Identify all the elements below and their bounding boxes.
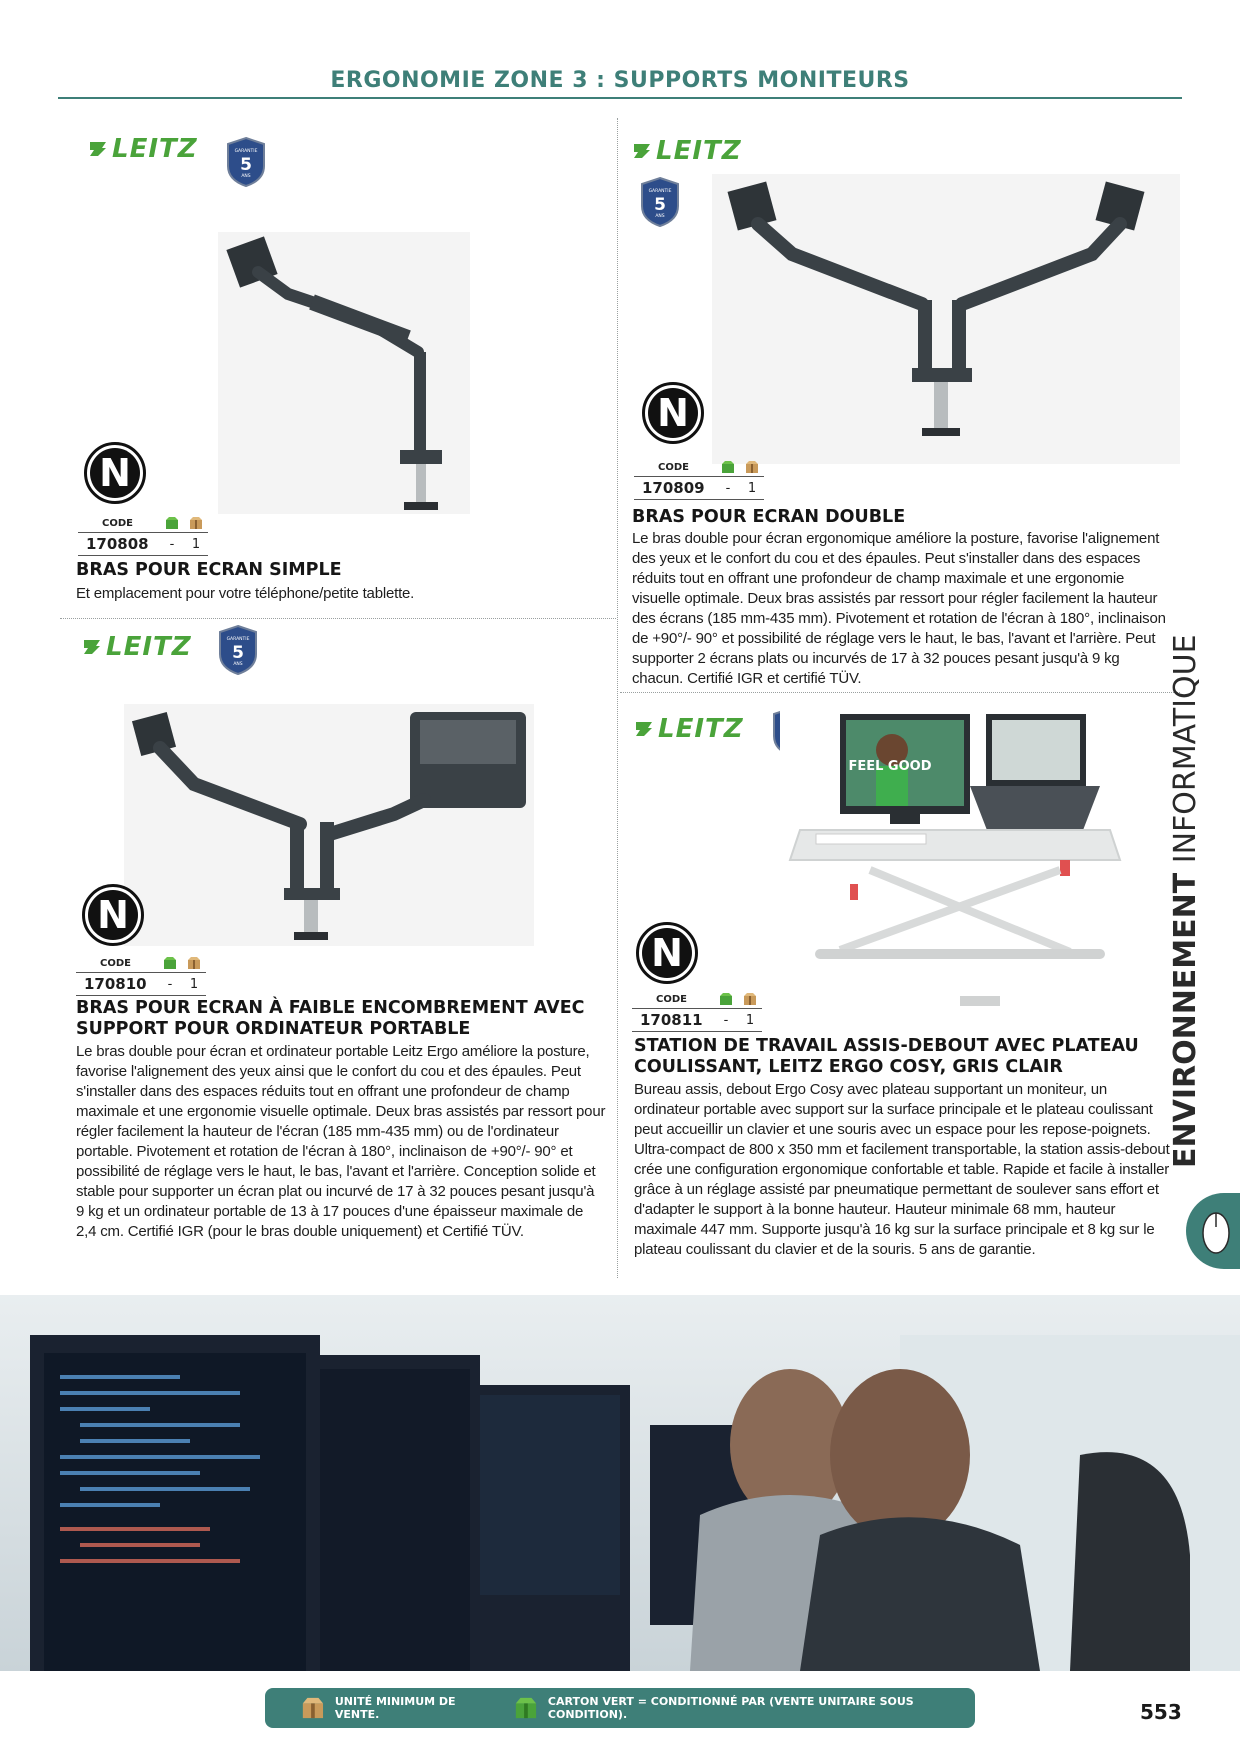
code-label: CODE	[656, 993, 687, 1005]
brand-name: LEITZ	[656, 136, 742, 166]
n-badge	[84, 442, 146, 504]
product-code: 170808	[86, 535, 149, 553]
leitz-logo-icon	[632, 142, 652, 160]
guarantee-5-years-badge	[216, 624, 260, 676]
green-carton-icon	[165, 516, 179, 530]
monitor-laptop-arm-image	[124, 704, 534, 946]
guarantee-5-years-badge	[224, 136, 268, 188]
office-developers-photo	[0, 1295, 1240, 1671]
code-block	[78, 514, 208, 556]
code-label: CODE	[102, 517, 133, 529]
page-number: 553	[1140, 1700, 1182, 1724]
page-title: ERGONOMIE ZONE 3 : SUPPORTS MONITEURS	[330, 68, 910, 93]
legend-bar	[265, 1688, 975, 1728]
product-code: 170809	[642, 479, 705, 497]
guarantee-5-years-badge	[638, 176, 682, 228]
leitz-logo-icon	[634, 720, 654, 738]
brand-name: LEITZ	[106, 632, 192, 662]
product-title: STATION DE TRAVAIL ASSIS-DEBOUT AVEC PLATEAU COULISSANT, LEITZ ERGO COSY, GRIS CLAIR	[634, 1036, 1139, 1077]
n-badge	[636, 922, 698, 984]
guarantee-years: 5	[240, 155, 252, 175]
green-carton-value: -	[725, 480, 731, 496]
unit-box-icon	[301, 1695, 325, 1721]
unit-quantity: 1	[189, 976, 199, 992]
guarantee-top: GARANTIE	[234, 149, 258, 154]
leitz-logo	[82, 632, 192, 662]
leitz-logo	[634, 714, 744, 744]
product-title: BRAS POUR ECRAN SIMPLE	[76, 560, 342, 580]
guarantee-unit: ANS	[233, 662, 243, 667]
guarantee-years: 5	[654, 195, 666, 215]
leitz-logo	[88, 134, 198, 164]
unit-quantity: 1	[747, 480, 757, 496]
unit-box-icon	[743, 992, 757, 1006]
code-label: CODE	[658, 461, 689, 473]
n-badge-letter: N	[648, 388, 698, 438]
code-block	[634, 458, 764, 500]
header-rule	[58, 97, 1182, 99]
unit-quantity: 1	[745, 1012, 755, 1028]
brand-name: LEITZ	[112, 134, 198, 164]
green-carton-icon	[163, 956, 177, 970]
product-description: Le bras double pour écran ergonomique améliore la posture, favorise l'alignement des yeux et le confort du cou et des épaules. Peut s'installer dans des espaces réduits tout en offrant une profondeur de champ maximale et une ergonomie visuelle optimale. Deux bras assistés par ressort pour régler facilement la hauteur des écrans (185 mm-435 mm). Pivotement et rotation de l'écran à 180°, inclinaison de +90°/- 90° et possibilité de réglage vers le haut, le bas, l'avant et l'arrière. Peut supporter 2 écrans plats ou incurvés de 17 à 32 pouces pesant jusqu'à 9 kg chacun. Certifié IGR et certifié TÜV.	[632, 530, 1166, 687]
code-block	[632, 990, 762, 1032]
section-side-label	[1168, 634, 1208, 1168]
leitz-logo-icon	[88, 140, 108, 158]
green-carton-value: -	[169, 536, 175, 552]
guarantee-top: GARANTIE	[648, 189, 672, 194]
green-carton-value: -	[723, 1012, 729, 1028]
unit-quantity: 1	[191, 536, 201, 552]
n-badge-letter: N	[642, 928, 692, 978]
guarantee-top: GARANTIE	[226, 637, 250, 642]
unit-box-icon	[745, 460, 759, 474]
section-tab	[1186, 1193, 1240, 1269]
guarantee-unit: ANS	[655, 214, 665, 219]
n-badge-letter: N	[88, 890, 138, 940]
code-label: CODE	[100, 957, 131, 969]
product-title: BRAS POUR ECRAN À FAIBLE ENCOMBREMENT AVEC SUPPORT POUR ORDINATEUR PORTABLE	[76, 998, 585, 1039]
side-label-light: INFORMATIQUE	[1168, 634, 1203, 864]
product-code: 170811	[640, 1011, 703, 1029]
unit-box-icon	[187, 956, 201, 970]
guarantee-years: 5	[232, 643, 244, 663]
product-description: Et emplacement pour votre téléphone/petite tablette.	[76, 585, 415, 602]
leitz-logo	[632, 136, 742, 166]
green-carton-label: CARTON VERT = CONDITIONNÉ PAR (VENTE UNITAIRE SOUS CONDITION).	[547, 1695, 914, 1721]
n-badge-letter: N	[90, 448, 140, 498]
product-title: BRAS POUR ECRAN DOUBLE	[632, 507, 906, 527]
guarantee-unit: ANS	[241, 174, 251, 179]
column-divider	[617, 118, 618, 1278]
green-carton-icon	[719, 992, 733, 1006]
green-carton-icon	[514, 1695, 538, 1721]
computer-mouse-icon	[1186, 1193, 1240, 1269]
brand-name: LEITZ	[658, 714, 744, 744]
double-monitor-arm-image	[712, 174, 1180, 464]
leitz-logo-icon	[82, 638, 102, 656]
row-divider-right	[620, 692, 1180, 693]
side-label-bold: ENVIRONNEMENT	[1168, 872, 1203, 1168]
sit-stand-workstation-image	[780, 700, 1140, 1026]
single-monitor-arm-image	[218, 232, 470, 514]
unit-box-icon	[189, 516, 203, 530]
n-badge	[82, 884, 144, 946]
green-carton-icon	[721, 460, 735, 474]
product-description: Le bras double pour écran et ordinateur portable Leitz Ergo améliore la posture, favorise l'alignement des yeux ainsi que le confort du cou et des épaules. Peut s'installer dans des espaces réduits tout en offrant une profondeur de champ maximale et une ergonomie visuelle optimale. Deux bras assistés par ressort pour régler facilement la hauteur de l'écran (185 mm-435 mm) ou de l'ordinateur portable. Pivotement et rotation de l'écran à 180°, inclinaison de +90°/- 90° et possibilité de réglage vers le haut, le bas, l'avant et l'arrière. Conception solide et stable pour supporter un écran plat ou incurvé de 17 à 32 pouces pesant jusqu'à 9 kg et un ordinateur portable de 13 à 17 pouces d'une épaisseur maximale de 2,4 cm. Certifié IGR (pour le bras double uniquement) et Certifié TÜV.	[76, 1043, 606, 1240]
product-code: 170810	[84, 975, 147, 993]
green-carton-value: -	[167, 976, 173, 992]
code-block	[76, 954, 206, 996]
n-badge	[642, 382, 704, 444]
row-divider-left	[60, 618, 616, 619]
unit-minimum-label: UNITÉ MINIMUM DE VENTE.	[334, 1695, 456, 1721]
screen-text: FEEL GOOD	[848, 759, 932, 774]
product-description: Bureau assis, debout Ergo Cosy avec plateau supportant un moniteur, un ordinateur portable avec support sur la surface principale et le plateau coulissant peut accueillir un clavier et une souris avec un espace pour les repose-poignets. Ultra-compact de 800 x 350 mm et facilement transportable, la station assis-debout crée une configuration ergonomique confortable et table. Rapide et facile à installer grâce à un réglage assisté par pneumatique permettant de soulever sans effort et d'adapter le support à la bonne hauteur. Hauteur minimale 68 mm, hauteur maximale 447 mm. Supporte jusqu'à 16 kg sur la surface principale et 8 kg sur le plateau coulissant du clavier et de la souris. 5 ans de garantie.	[634, 1081, 1170, 1258]
